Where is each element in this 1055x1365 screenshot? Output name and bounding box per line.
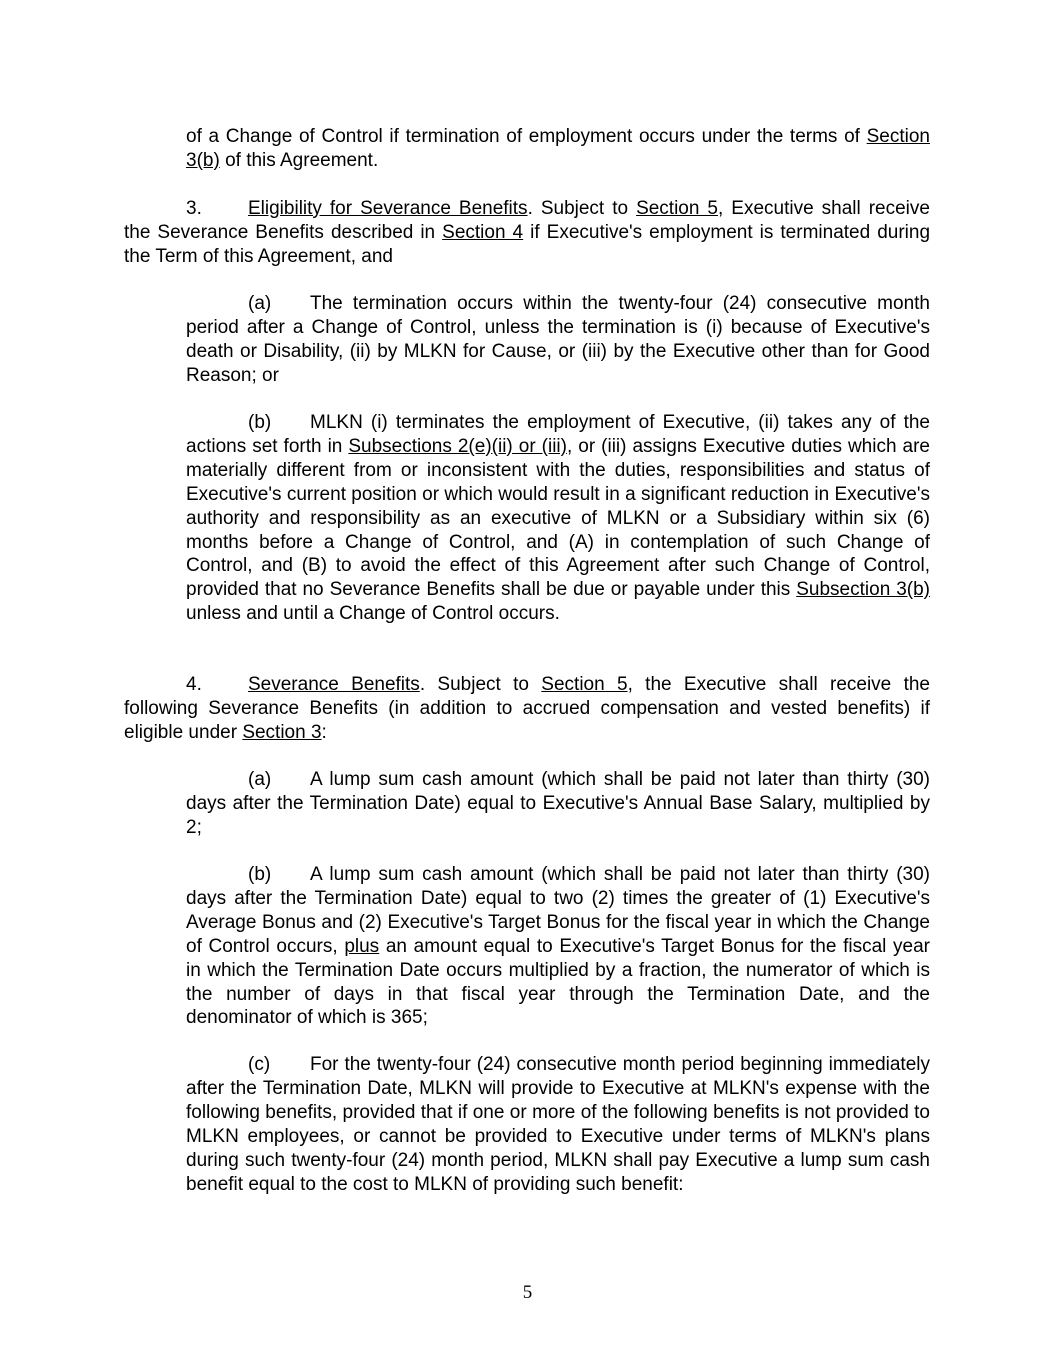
- text: The termination occurs within the twenty-four (24) consecutive month period after a Change of Control, unless the termination is (i) because of Executive's death or Disability, (ii) by MLKN for Cause, or (iii) by the Executive other than for Good Reason; or: [186, 293, 930, 386]
- text: :: [321, 721, 327, 743]
- text: , Executive shall receive the Severance Benefits described in: [124, 198, 930, 243]
- section-reference: Section 3(b): [186, 126, 930, 171]
- section-reference: Section 3: [242, 721, 322, 743]
- section-reference: Section 4: [442, 221, 524, 243]
- paragraph-4b: [186, 863, 930, 1030]
- text: of a Change of Control if termination of employment occurs under the terms of: [186, 126, 867, 147]
- text: if Executive's employment is terminated during the Term of this Agreement, and: [124, 221, 931, 267]
- paragraph-4c: [186, 1053, 930, 1196]
- paragraph-section-4: [124, 673, 930, 745]
- text: unless and until a Change of Control occurs.: [186, 603, 560, 625]
- section-heading: Eligibility for Severance Benefits: [248, 198, 528, 219]
- subsection-label: (c): [248, 1054, 271, 1075]
- subsection-label: (a): [248, 769, 272, 790]
- text: A lump sum cash amount (which shall be paid not later than thirty (30) days after the Termination Date) equal to two (2) times the greater of (1) Executive's Average Bonus and (2) Executive's Target Bonus for the fiscal year in which the Change of Control occurs,: [186, 864, 930, 957]
- emphasis: plus: [344, 935, 380, 957]
- section-number: 3.: [186, 198, 202, 219]
- text: . Subject to: [419, 674, 542, 695]
- section-number: 4.: [186, 674, 202, 695]
- paragraph-3b: [186, 411, 930, 626]
- text: For the twenty-four (24) consecutive month period beginning immediately after the Termination Date, MLKN will provide to Executive at MLKN's expense with the following benefits, provided that if one or more of the following benefits is not provided to MLKN employees, or cannot be provided to Executive under terms of MLKN's plans during such twenty-four (24) month period, MLKN shall pay Executive a lump sum cash benefit equal to the cost to MLKN of providing such benefit:: [186, 1054, 930, 1195]
- text: an amount equal to Executive's Target Bonus for the fiscal year in which the Termination Date occurs multiplied by a fraction, the numerator of which is the number of days in that fiscal year through the Termination Date, and the denominator of which is 365;: [186, 935, 930, 1029]
- text: of this Agreement.: [219, 149, 379, 171]
- paragraph-section-3: [124, 197, 930, 269]
- text: . Subject to: [527, 198, 637, 219]
- text: MLKN (i) terminates the employment of Executive, (ii) takes any of the actions set forth in: [186, 412, 930, 457]
- subsection-label: (a): [248, 293, 272, 314]
- section-heading: Severance Benefits: [248, 674, 420, 695]
- section-reference: Subsection 3(b): [796, 579, 931, 601]
- text: , or (iii) assigns Executive duties which are materially different from or inconsistent with the duties, responsibilities and status of Executive's current position or which would result in a significant reduction in Executive's authority and responsibility as an executive of MLKN or a Subsidiary within six (6) months before a Change of Control, and (A) in contemplation of such Change of Control, and (B) to avoid the effect of this Agreement after such Change of Control, provided that no Severance Benefits shall be due or payable under this: [186, 435, 930, 601]
- subsection-label: (b): [248, 864, 272, 885]
- page-number: 5: [522, 1282, 533, 1303]
- paragraph-4a: [186, 768, 930, 840]
- section-reference: Section 5: [541, 674, 628, 695]
- subsection-label: (b): [248, 412, 272, 433]
- paragraph-intro: [186, 125, 930, 173]
- paragraph-3a: [186, 292, 930, 388]
- section-reference: Section 5: [636, 198, 718, 219]
- text: A lump sum cash amount (which shall be paid not later than thirty (30) days after the Termination Date) equal to Executive's Annual Base Salary, multiplied by 2;: [186, 769, 930, 838]
- text: , the Executive shall receive the following Severance Benefits (in addition to accrued compensation and vested benefits) if eligible under: [124, 674, 930, 743]
- section-reference: Subsections 2(e)(ii) or (iii): [348, 435, 567, 457]
